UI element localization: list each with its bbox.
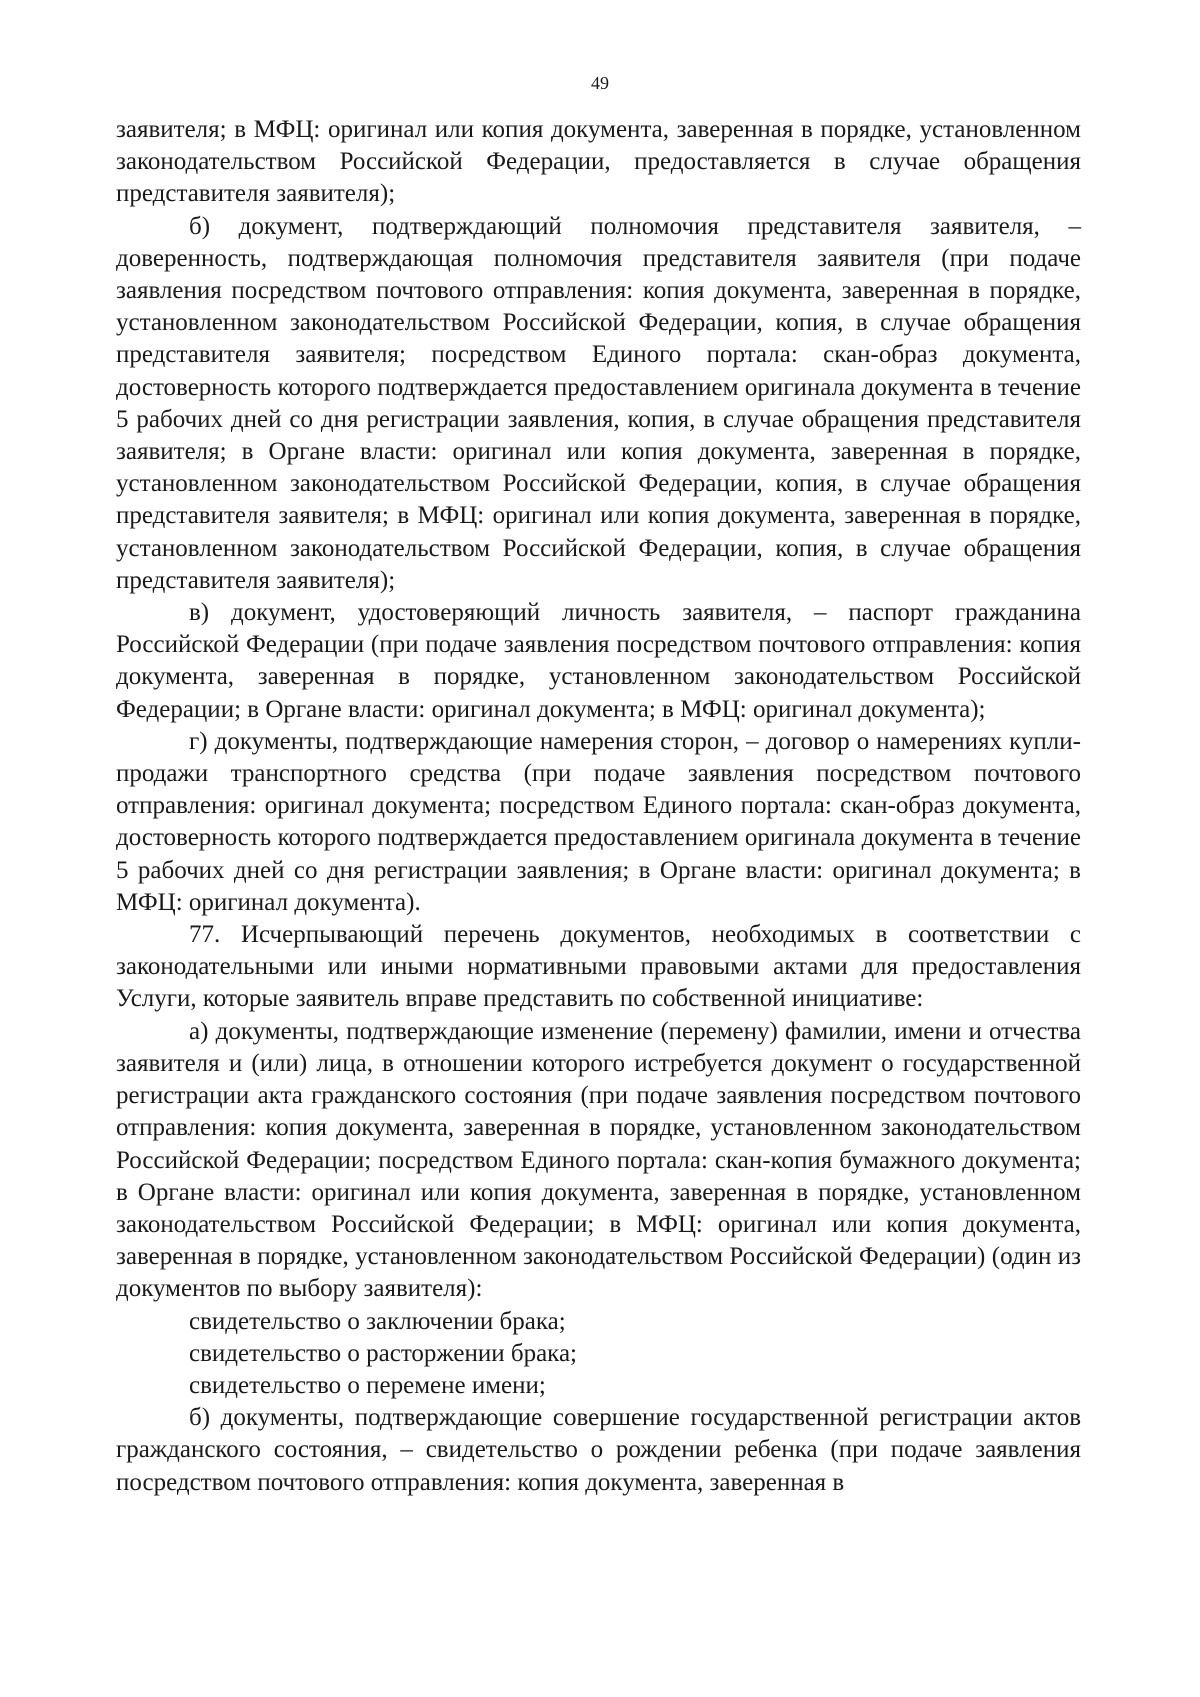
- paragraph-continuation: заявителя; в МФЦ: оригинал или копия документа, заверенная в порядке, установленном законодательством Российской Федерации, предоставляется в случае обращения представителя заявителя);: [116, 116, 1081, 208]
- list-item-marriage-certificate: свидетельство о заключении брака;: [189, 1307, 566, 1335]
- paragraph-v-identity-document: в) документ, удостоверяющий личность заявителя, – паспорт гражданина Российской Федерации (при подаче заявления посредством почтового отправления: копия документа, заверенная в порядке, установленном законодательством Российской Федерации; в Органе власти: оригинал документа; в МФЦ: оригинал документа);: [116, 599, 1081, 723]
- paragraph-g-intent-documents: г) документы, подтверждающие намерения сторон, – договор о намерениях купли-продажи транспортного средства (при подаче заявления посредством почтового отправления: оригинал документа; посредством Единого портала: скан-образ документа, достоверность которого подтверждается предоставлением оригинала документа в течение 5 рабочих дней со дня регистрации заявления; в Органе власти: оригинал документа; в МФЦ: оригинал документа).: [116, 727, 1081, 916]
- paragraph-b-civil-registration: б) документы, подтверждающие совершение государственной регистрации актов гражданского состояния, – свидетельство о рождении ребенка (при подаче заявления посредством почтового отправления: копия документа, заверенная в: [116, 1404, 1081, 1496]
- paragraph-77-optional-documents: 77. Исчерпывающий перечень документов, необходимых в соответствии с законодательными или иными нормативными правовыми актами для предоставления Услуги, которые заявитель вправе представить по собственной инициативе:: [116, 921, 1081, 1013]
- list-item-divorce-certificate: свидетельство о расторжении брака;: [189, 1339, 577, 1367]
- paragraph-a-name-change-documents: а) документы, подтверждающие изменение (перемену) фамилии, имени и отчества заявителя и (или) лица, в отношении которого истребуется документ о государственной регистрации акта гражданского состояния (при подаче заявления посредством почтового отправления: копия документа, заверенная в порядке, установленном законодательством Российской Федерации; посредством Единого портала: скан-копия бумажного документа; в Органе власти: оригинал или копия документа, заверенная в порядке, установленном законодательством Российской Федерации; в МФЦ: оригинал или копия документа, заверенная в порядке, установленном законодательством Российской Федерации) (один из документов по выбору заявителя):: [116, 1017, 1081, 1303]
- paragraph-b-representative-authority: б) документ, подтверждающий полномочия представителя заявителя, – доверенность, подтверждающая полномочия представителя заявителя (при подаче заявления посредством почтового отправления: копия документа, заверенная в порядке, установленном законодательством Российской Федерации, копия, в случае обращения представителя заявителя; посредством Единого портала: скан-образ документа, достоверность которого подтверждается предоставлением оригинала документа в течение 5 рабочих дней со дня регистрации заявления, копия, в случае обращения представителя заявителя; в Органе власти: оригинал или копия документа, заверенная в порядке, установленном законодательством Российской Федерации, копия, в случае обращения представителя заявителя; в МФЦ: оригинал или копия документа, заверенная в порядке, установленном законодательством Российской Федерации, копия, в случае обращения представителя заявителя);: [116, 212, 1081, 594]
- document-body: [116, 114, 1081, 1499]
- list-item-name-change-certificate: свидетельство о перемене имени;: [189, 1371, 546, 1399]
- page-number: 49: [591, 73, 609, 93]
